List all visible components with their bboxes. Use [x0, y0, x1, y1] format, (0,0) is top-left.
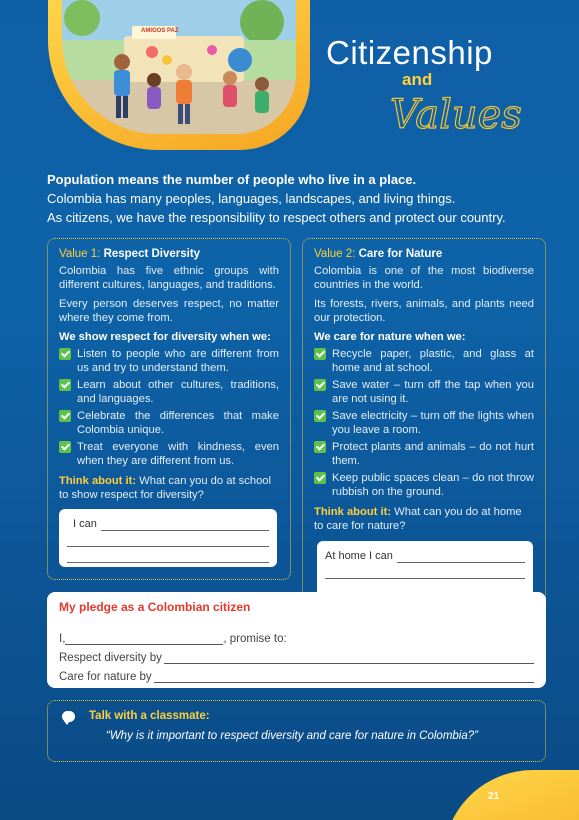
list-item: Save electricity – turn off the lights when you leave a room. [314, 409, 534, 437]
checkmark-icon [314, 348, 326, 360]
pledge-care-row [59, 664, 534, 683]
pledge-care-line[interactable] [154, 671, 534, 683]
pledge-respect-row [59, 645, 534, 664]
list-item: Celebrate the differences that make Colombia unique. [59, 409, 279, 437]
value-2-paragraph-2: Its forests, rivers, animals, and plants need our protection. [314, 298, 534, 324]
intro-line-3: As citizens, we have the responsibility to respect others and protect our country. [47, 210, 506, 225]
pledge-i-label: I, [59, 633, 66, 645]
answer-line[interactable] [397, 551, 525, 563]
value-1-paragraph-2: Every person deserves respect, no matter where they come from. [59, 298, 279, 324]
title-and: and [402, 70, 433, 89]
intro-line-2: Colombia has many peoples, languages, landscapes, and living things. [47, 191, 456, 206]
pledge-respect-line[interactable] [164, 652, 534, 664]
children-painting-illustration [62, 0, 296, 134]
pledge-box [47, 592, 546, 688]
list-item: Save water – turn off the tap when you are not using it. [314, 378, 534, 406]
value-2-name: Care for Nature [358, 248, 443, 260]
answer-prompt: At home I can [325, 550, 393, 562]
list-item: Recycle paper, plastic, and glass at home and at school. [314, 347, 534, 375]
value-1-think [59, 474, 279, 502]
list-item: Protect plants and animals – do not hurt them. [314, 440, 534, 468]
value-2-heading [314, 247, 534, 261]
checkmark-icon [314, 379, 326, 391]
talk-question: “Why is it important to respect diversity and care for nature in Colombia?” [106, 730, 478, 742]
think-question: What can you do at home to care for nature? [314, 506, 522, 532]
value-2-think [314, 505, 534, 533]
value-1-answer-box[interactable] [59, 509, 277, 567]
value-1-paragraph-1: Colombia has five ethnic groups with different cultures, languages, and traditions. [59, 265, 279, 291]
pledge-name-row [59, 626, 534, 645]
checkmark-icon [59, 410, 71, 422]
answer-prompt: I can [73, 518, 97, 530]
pledge-respect-label: Respect diversity by [59, 652, 162, 664]
checkmark-icon [59, 441, 71, 453]
checkmark-icon [314, 441, 326, 453]
value-1-subheading: We show respect for diversity when we: [59, 331, 271, 343]
intro-definition: Population means the number of people who live in a place. [47, 172, 417, 187]
talk-title: Talk with a classmate: [89, 710, 210, 722]
value-2-subheading: We care for nature when we: [314, 331, 466, 343]
value-1-label: Value 1: [59, 248, 101, 260]
list-item: Treat everyone with kindness, even when they are different from us. [59, 440, 279, 468]
speech-bubble-icon [62, 711, 75, 722]
answer-line[interactable] [67, 535, 269, 547]
value-2-paragraph-1: Colombia is one of the most biodiverse countries in the world. [314, 265, 534, 291]
checkmark-icon [314, 410, 326, 422]
list-item: Keep public spaces clean – do not throw rubbish on the ground. [314, 471, 534, 499]
talk-box [47, 700, 546, 762]
title-values: Values [390, 92, 522, 138]
think-label: Think about it: [314, 506, 392, 518]
checkmark-icon [314, 472, 326, 484]
value-1-name: Respect Diversity [103, 248, 201, 260]
list-item: Listen to people who are different from us and try to understand them. [59, 347, 279, 375]
value-1-card [47, 238, 291, 580]
intro-text [47, 170, 547, 227]
value-2-answer-box[interactable] [317, 541, 533, 599]
pledge-title: My pledge as a Colombian citizen [59, 600, 251, 614]
answer-line[interactable] [101, 519, 269, 531]
checkmark-icon [59, 379, 71, 391]
pledge-care-label: Care for nature by [59, 671, 152, 683]
title-citizenship: Citizenship [326, 34, 493, 71]
checkmark-icon [59, 348, 71, 360]
value-2-label: Value 2: [314, 248, 356, 260]
header-illustration-frame [48, 0, 310, 150]
value-2-card [302, 238, 546, 610]
value-1-heading [59, 247, 279, 261]
pledge-name-line[interactable] [65, 633, 223, 645]
page-number: 21 [488, 791, 500, 802]
answer-line[interactable] [67, 551, 269, 563]
answer-line[interactable] [325, 567, 525, 579]
illustration-banner-text: AMIGOS PAZ [141, 28, 179, 34]
page-corner-decoration [443, 770, 579, 820]
think-question: What can you do at school to show respect for diversity? [59, 475, 272, 501]
pledge-promise-text: , promise to: [223, 633, 287, 645]
list-item: Learn about other cultures, traditions, and languages. [59, 378, 279, 406]
think-label: Think about it: [59, 475, 137, 487]
